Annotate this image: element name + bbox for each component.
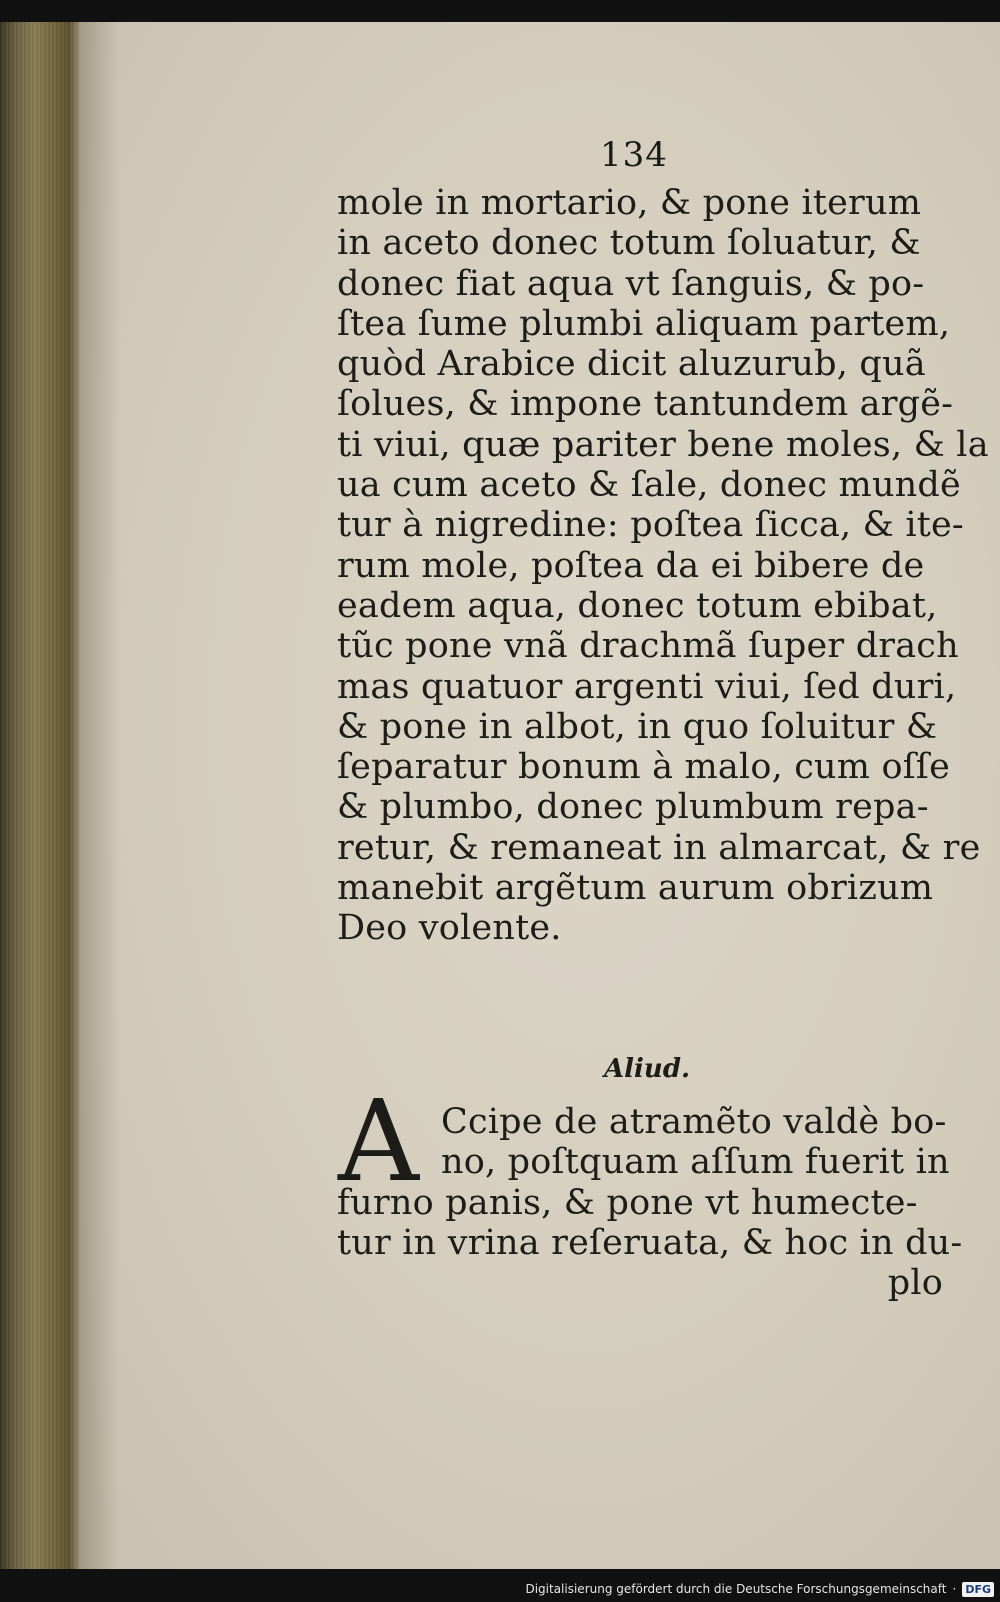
separator: · [952, 1582, 957, 1596]
body-line: ua cum aceto & ſale, donec mundẽ [337, 465, 961, 506]
body-line: ſtea ſume plumbi aliquam partem, [337, 303, 951, 344]
body-line: mole in mortario, & pone iterum [337, 183, 922, 223]
section-line: Ccipe de atramẽto valdè bo- [441, 1102, 947, 1142]
body-line: ſolues, & impone tantundem argẽ- [337, 384, 954, 425]
body-line: tur à nigredine: poſtea ſicca, & ite- [337, 505, 964, 546]
section-line: furno panis, & pone vt humecte- [337, 1182, 918, 1223]
section-text [337, 1102, 963, 1304]
body-line: eadem aqua, donec totum ebibat, [337, 585, 938, 626]
body-line: & pone in albot, in quo ſoluitur & [337, 706, 938, 747]
body-line: tũc pone vnã drachmã ſuper drach [337, 626, 959, 667]
section-line: no, poſtquam aſſum fuerit in [441, 1142, 950, 1183]
body-line: in aceto donec totum ſoluatur, & [337, 223, 921, 264]
dfg-logo: DFG [962, 1582, 994, 1597]
section-heading: Aliud. [604, 1054, 691, 1084]
body-line: & plumbo, donec plumbum repa- [337, 787, 929, 828]
drop-cap-initial: A [338, 1077, 419, 1207]
body-line: ſeparatur bonum à malo, cum oſſe [337, 747, 950, 788]
section-line: tur in vrina reſeruata, & hoc in du- [337, 1222, 963, 1263]
body-line: Deo volente. [337, 908, 562, 949]
body-line: mas quatuor argenti viui, ſed duri, [337, 666, 957, 707]
body-line: ti viui, quæ pariter bene moles, & la [337, 424, 989, 465]
catchword: plo [887, 1263, 943, 1304]
body-text [337, 183, 989, 949]
book-page-edges [0, 22, 86, 1569]
body-line: donec fiat aqua vt ſanguis, & po- [337, 263, 925, 304]
body-line: quòd Arabice dicit aluzurub, quã [337, 344, 926, 385]
page-number: 134 [600, 135, 668, 175]
body-line: rum mole, poſtea da ei bibere de [337, 545, 925, 586]
body-line: retur, & remaneat in almarcat, & re [337, 827, 981, 868]
body-line: manebit argẽtum aurum obrizum [337, 868, 934, 909]
digitization-credit-bar [0, 1576, 1000, 1602]
credit-text: Digitalisierung gefördert durch die Deutsche Forschungsgemeinschaft [525, 1582, 947, 1596]
